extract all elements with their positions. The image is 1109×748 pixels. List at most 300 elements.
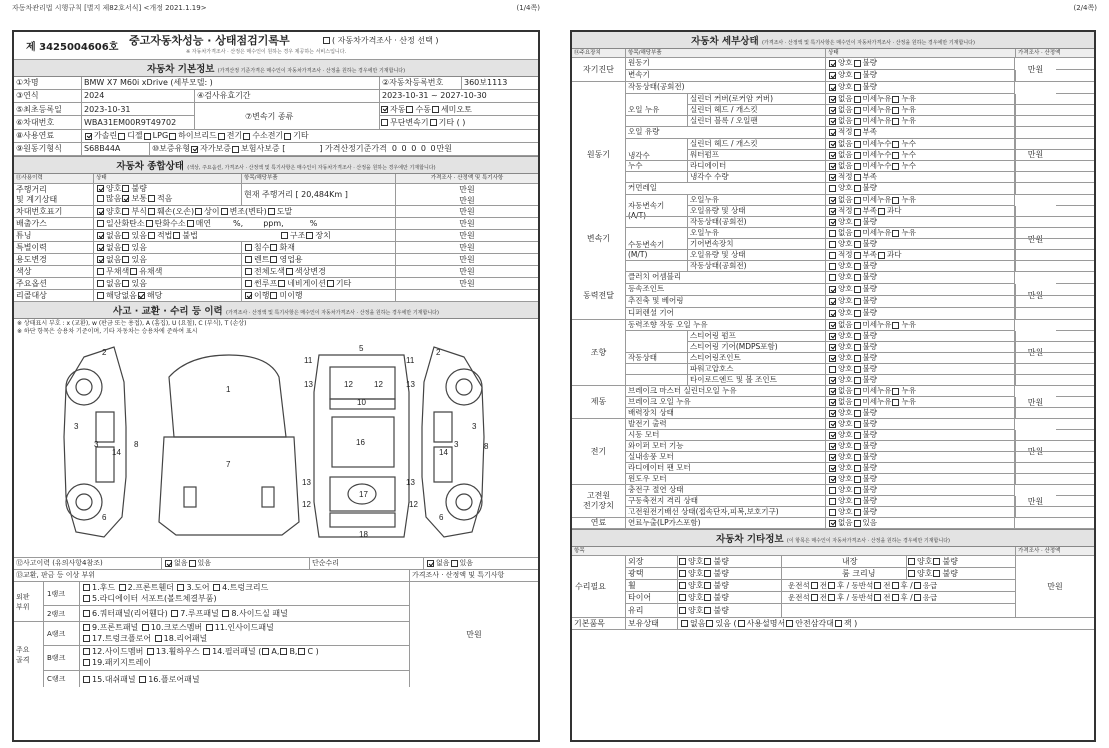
svg-text:5: 5 [359, 344, 364, 353]
svg-text:11: 11 [406, 356, 415, 365]
status-checkbox[interactable] [854, 84, 861, 91]
basic-row-first-reg: ⑤최초등록일 2023-10-31 ⑥차대번호 WBA31EM00R9T49702 ⑦변속기 종류 자동 수동 세미오토 무단변속기 기타 ( ) [14, 103, 538, 130]
status-checkbox[interactable] [854, 72, 861, 79]
svg-text:13: 13 [406, 478, 415, 487]
status-checkbox[interactable] [829, 377, 836, 384]
status-checkbox[interactable] [829, 432, 836, 439]
registration-number: 360보1113 [464, 78, 508, 88]
car-diagram [14, 337, 538, 558]
detail-row [626, 331, 1094, 342]
status-checkbox[interactable] [854, 129, 861, 136]
detail-row [626, 250, 1094, 261]
detail-status: 양호 불량 [826, 419, 1016, 429]
status-checkbox[interactable] [829, 443, 836, 450]
svg-text:14: 14 [112, 448, 121, 457]
inspection-form [12, 30, 540, 742]
detail-item: 오일 유량 [626, 127, 826, 138]
status-checkbox[interactable] [854, 520, 861, 527]
detail-row [626, 296, 1094, 308]
status-checkbox[interactable] [829, 520, 836, 527]
svg-text:2: 2 [102, 348, 107, 357]
detail-price: 만원 [1014, 485, 1056, 518]
detail-item: 클러치 어셈블리 [626, 272, 826, 283]
detail-row [626, 228, 1094, 239]
status-checkbox[interactable] [829, 163, 836, 170]
vehicle-name: BMW X7 M60i xDrive (세부모델: ) [82, 77, 380, 89]
status-checkbox[interactable] [829, 185, 836, 192]
detail-group: 전기 [572, 419, 626, 485]
status-checkbox[interactable] [892, 197, 899, 204]
svg-text:11: 11 [304, 356, 313, 365]
detail-group: 연료 [572, 518, 626, 529]
summary-mileage: 주행거리 및 계기상태 양호 불량 많음 보통 적음 현재 주행거리 [ 20,484Km ] 만원 만원 [14, 184, 538, 206]
status-checkbox[interactable] [854, 230, 861, 237]
status-checkbox[interactable] [829, 310, 836, 317]
status-checkbox[interactable] [854, 208, 861, 215]
model-year: 2024 [82, 90, 195, 102]
detail-item: 실린더 헤드 / 개스킷 [626, 105, 826, 115]
detail-status: 없음 미세누유 누유 [826, 386, 1016, 396]
detail-status: 없음 미세누수 누수 [826, 150, 1016, 160]
summary-color: 색상 무채색 유채색 전체도색 색상변경 만원 [14, 266, 538, 278]
title-note: ※ 자동차가격조사 · 산정은 매수인이 원하는 경우 제공하는 서비스입니다. [186, 49, 347, 55]
status-checkbox[interactable] [829, 274, 836, 281]
detail-item: 스티어링 펌프 [626, 331, 826, 341]
detail-item: 오일누유 [626, 228, 826, 238]
detail-row [626, 364, 1094, 375]
status-checkbox[interactable] [854, 322, 861, 329]
status-checkbox[interactable] [854, 310, 861, 317]
detail-item: 라디에이터 [626, 161, 826, 171]
detail-row [626, 139, 1094, 150]
status-checkbox[interactable] [829, 263, 836, 270]
detail-subgroup: 자동변속기 (A/T) [626, 195, 688, 228]
detail-status: 양호 불량 [826, 58, 1016, 69]
first-registration-date: 2023-10-31 [84, 104, 131, 114]
status-checkbox[interactable] [829, 72, 836, 79]
svg-text:14: 14 [439, 448, 448, 457]
detail-item: 와이퍼 모터 기능 [626, 441, 826, 451]
detail-status: 적정 부족 [826, 127, 1016, 138]
status-checkbox[interactable] [892, 230, 899, 237]
detail-row [626, 105, 1094, 116]
svg-text:3: 3 [454, 440, 459, 449]
fuel-gasoline-checkbox[interactable] [85, 133, 92, 140]
svg-text:10: 10 [357, 398, 366, 407]
detail-status: 없음 미세누유 누유 [826, 320, 1016, 330]
detail-status: 양호 불량 [826, 272, 1016, 283]
certificate-number: 제 3425004606호 [26, 42, 119, 53]
title-option[interactable]: ( 자동차가격조사 · 산정 선택 ) [322, 36, 439, 45]
detail-row [626, 239, 1094, 250]
exchange-table: 외판 부위 주요 골격 1랭크 1.후드 2.프론트휀더 3.도어 4.트렁크리드 5.라디에이터 서포트(볼트체결부품) 2랭크 6.쿼터패널(리어휀다) 7.루프패널 8.사이드실 패널 A랭크 9.프론트패널 10.크로스멤버 11.인사이드패널 17.트렁크플로어 18.리어패널 B랭크 12.사이드멤버 13.휠하우스 14.필러패널 ( A, B, C ) 19.패키지트레이 C랭크 15.대쉬패널 16.플로어패널 만원 [14, 582, 538, 687]
detail-row [626, 206, 1094, 217]
detail-item: 실내송풍 모터 [626, 452, 826, 462]
status-checkbox[interactable] [892, 96, 899, 103]
detail-row [626, 430, 1094, 441]
status-checkbox[interactable] [854, 388, 861, 395]
detail-item: 작동상태(공회전) [626, 261, 826, 271]
status-checkbox[interactable] [829, 366, 836, 373]
detail-status: 적정 부족 [826, 172, 1016, 182]
summary-header-row: ⑪사용이력 상태 항목/해당부품 가격조사 · 산정액 및 특기사항 [14, 174, 538, 184]
detail-status: 양호 불량 [826, 296, 1016, 307]
detail-price: 만원 [1014, 419, 1056, 485]
detail-status: 없음 미세누유 누유 [826, 228, 1016, 238]
detail-row [626, 172, 1094, 183]
detail-item: 커먼레일 [626, 183, 826, 194]
status-checkbox[interactable] [829, 344, 836, 351]
page-number-2: (2/4쪽) [1073, 4, 1097, 12]
detail-item: 오일누유 [626, 195, 826, 205]
detail-row [626, 261, 1094, 272]
summary-heading: 자동차 종합상태 (색상, 주요옵션, 가격조사 · 산정액 및 특기사항은 매수인이 자동차가격조사 · 산정을 원하는 경우에만 기재합니다) [14, 156, 538, 174]
page-header-2 [557, 0, 1109, 14]
status-checkbox[interactable] [854, 298, 861, 305]
detail-item: 기어변속장치 [626, 239, 826, 249]
detail-subgroup: 수동변속기 (M/T) [626, 228, 688, 272]
status-checkbox[interactable] [854, 509, 861, 516]
detail-row [626, 408, 1094, 419]
status-checkbox[interactable] [829, 421, 836, 428]
detail-status: 양호 불량 [826, 375, 1016, 385]
detail-row [626, 353, 1094, 364]
status-checkbox[interactable] [829, 454, 836, 461]
basic-info-heading: 자동차 기본정보 (가격산정 기준가격은 매수인이 자동차가격조사 · 산정을 원하는 경우에만 기재합니다) [14, 60, 538, 77]
detail-group: 동력전달 [572, 272, 626, 320]
svg-text:6: 6 [102, 513, 107, 522]
engine-type: S68B44A [82, 143, 150, 155]
status-checkbox[interactable] [854, 421, 861, 428]
status-checkbox[interactable] [854, 286, 861, 293]
detail-price: 만원 [1014, 82, 1056, 228]
inspection-validity: 2023-10-31 ~ 2027-10-30 [382, 91, 487, 101]
page-header [0, 0, 552, 14]
status-checkbox[interactable] [854, 174, 861, 181]
detail-item: 실린더 헤드 / 개스킷 [626, 139, 826, 149]
detail-item: 스티어링 기어(MDPS포함) [626, 342, 826, 352]
detail-group: 제동 [572, 386, 626, 419]
detail-item: 디퍼렌셜 기어 [626, 308, 826, 319]
status-checkbox[interactable] [854, 96, 861, 103]
status-checkbox[interactable] [829, 118, 836, 125]
detail-status: 양호 불량 [826, 217, 1016, 227]
detail-price [1014, 518, 1056, 529]
page-number: (1/4쪽) [516, 4, 540, 12]
status-checkbox[interactable] [854, 487, 861, 494]
status-checkbox[interactable] [829, 252, 836, 259]
detail-row [626, 161, 1094, 172]
summary-emission: 배출가스 일산화탄소 탄화수소 매연 %, ppm, % 만원 [14, 218, 538, 230]
detail-item: 변속기 [626, 70, 826, 81]
svg-text:12: 12 [374, 380, 383, 389]
detail-row [626, 217, 1094, 228]
status-checkbox[interactable] [892, 322, 899, 329]
status-checkbox[interactable] [854, 141, 861, 148]
detail-row [626, 452, 1094, 463]
status-checkbox[interactable] [854, 333, 861, 340]
summary-tuning: 튜닝 없음 있음 적법 불법 구조 장치 만원 [14, 230, 538, 242]
detail-status: 양호 불량 [826, 485, 1016, 495]
status-checkbox[interactable] [829, 399, 836, 406]
status-checkbox[interactable] [854, 219, 861, 226]
detail-status: 양호 불량 [826, 496, 1016, 506]
detail-item: 냉각수 수량 [626, 172, 826, 182]
detail-status: 적정 부족 과다 [826, 250, 1016, 260]
status-checkbox[interactable] [854, 465, 861, 472]
detail-row [626, 375, 1094, 386]
transmission-options: 자동 수동 세미오토 [380, 103, 538, 116]
svg-text:3: 3 [74, 422, 79, 431]
basic-row-year: ③연식 2024 ④검사유효기간 2023-10-31 ~ 2027-10-30 [14, 90, 538, 103]
status-checkbox[interactable] [854, 152, 861, 159]
svg-text:7: 7 [226, 460, 231, 469]
detail-status: 양호 불량 [826, 331, 1016, 341]
detail-item: 오일유량 및 상태 [626, 206, 826, 216]
status-checkbox[interactable] [829, 322, 836, 329]
status-checkbox[interactable] [878, 252, 885, 259]
detail-status: 없음 미세누유 누유 [826, 195, 1016, 205]
detail-item: 파워고압호스 [626, 364, 826, 374]
status-checkbox[interactable] [878, 208, 885, 215]
detail-status: 양호 불량 [826, 430, 1016, 440]
detail-status: 없음 미세누유 누유 [826, 94, 1016, 104]
status-checkbox[interactable] [854, 399, 861, 406]
status-checkbox[interactable] [854, 252, 861, 259]
detail-item: 작동상태(공회전) [626, 217, 826, 227]
detail-price: 만원 [1014, 320, 1056, 386]
detail-body [572, 58, 1094, 529]
status-checkbox[interactable] [854, 366, 861, 373]
detail-row [626, 441, 1094, 452]
trans-auto-checkbox[interactable] [381, 106, 388, 113]
detail-item: 구동축전지 격리 상태 [626, 496, 826, 506]
etc-basic-items: 기본품목 보유상태 없음 있음 ( 사용설명서 안전삼각대 잭 ) [572, 618, 1094, 630]
current-mileage: 현재 주행거리 [ 20,484Km ] [242, 184, 396, 205]
detail-row [626, 116, 1094, 127]
detail-form [570, 30, 1096, 742]
base-price: 0 0 0 0 0 [391, 144, 437, 154]
svg-text:3: 3 [94, 440, 99, 449]
status-checkbox[interactable] [829, 333, 836, 340]
detail-status: 없음 미세누유 누유 [826, 397, 1016, 407]
status-checkbox[interactable] [829, 286, 836, 293]
detail-row [626, 342, 1094, 353]
detail-status: 없음 미세누수 누수 [826, 161, 1016, 171]
status-checkbox[interactable] [829, 487, 836, 494]
svg-text:8: 8 [484, 442, 489, 451]
detail-status: 양호 불량 [826, 364, 1016, 374]
detail-item: 실린더 블록 / 오일팬 [626, 116, 826, 126]
status-checkbox[interactable] [829, 129, 836, 136]
svg-text:2: 2 [436, 348, 441, 357]
detail-group: 자기진단 [572, 58, 626, 82]
accident-legend: ※ 상태표시 부호 : x (교환), w (판금 또는 용접), A (흠집), U (요철), C (부식), T (손상) ※ 하단 항목은 승용차 기준이며, 기타 자동차는 승용차에 준하여 표시 [17, 320, 247, 335]
summary-recall: 리콜대상 해당없음 해당 이행 미이행 [14, 290, 538, 302]
status-checkbox[interactable] [829, 476, 836, 483]
detail-row [626, 496, 1094, 507]
status-checkbox[interactable] [854, 118, 861, 125]
summary-options: 주요옵션 없음 있음 썬루프 네비게이션 기타 만원 [14, 278, 538, 290]
status-checkbox[interactable] [829, 298, 836, 305]
detail-group: 고전원 전기장치 [572, 485, 626, 518]
status-checkbox[interactable] [892, 118, 899, 125]
status-checkbox[interactable] [829, 152, 836, 159]
status-checkbox[interactable] [829, 107, 836, 114]
basic-row-engine: ⑨원동기형식 S68B44A ⑩보증유형 자가보증 보험사보증 [ ] 가격산정기준가격 0 0 0 0 0 만원 [14, 143, 538, 156]
detail-item: 윈도우 모터 [626, 474, 826, 484]
detail-price: 만원 [1014, 58, 1056, 82]
detail-item: 스티어링조인트 [626, 353, 826, 363]
accident-history-row: ⑫사고이력 (유의사항4참조) 없음 있음 단순수리 없음 있음 [14, 558, 538, 570]
detail-item: 추진축 및 베어링 [626, 296, 826, 307]
detail-item: 오일유량 및 상태 [626, 250, 826, 260]
svg-text:6: 6 [439, 513, 444, 522]
form-reference: 자동차관리법 시행규칙 [별지 제82호서식] <개정 2021.1.19> [12, 4, 207, 12]
detail-status: 없음 미세누유 누유 [826, 105, 1016, 115]
status-checkbox[interactable] [854, 443, 861, 450]
detail-price: 만원 [1014, 272, 1056, 320]
self-warranty-checkbox[interactable] [191, 146, 198, 153]
status-checkbox[interactable] [854, 263, 861, 270]
status-checkbox[interactable] [892, 152, 899, 159]
detail-row [626, 94, 1094, 105]
status-checkbox[interactable] [892, 163, 899, 170]
status-checkbox[interactable] [829, 355, 836, 362]
detail-item: 충전구 절연 상태 [626, 485, 826, 495]
status-checkbox[interactable] [829, 96, 836, 103]
detail-status: 양호 불량 [826, 408, 1016, 418]
detail-heading: 자동차 세부상태 (가격조사 · 산정액 및 특기사항은 매수인이 자동차가격조사 · 산정을 원하는 경우에만 기재합니다) [572, 32, 1094, 49]
svg-text:3: 3 [472, 422, 477, 431]
detail-status: 없음 미세누유 누유 [826, 116, 1016, 126]
status-checkbox[interactable] [854, 410, 861, 417]
detail-item: 연료누출(LP가스포함) [626, 518, 826, 528]
detail-status: 양호 불량 [826, 441, 1016, 451]
status-checkbox[interactable] [829, 208, 836, 215]
detail-item: 고전원전기배선 상태(접속단자,피복,보호기구) [626, 507, 826, 517]
status-checkbox[interactable] [829, 174, 836, 181]
detail-status: 양호 불량 [826, 474, 1016, 484]
status-checkbox[interactable] [854, 197, 861, 204]
detail-item: 등속조인트 [626, 284, 826, 295]
detail-status: 적정 부족 과다 [826, 206, 1016, 216]
detail-status: 양호 불량 [826, 70, 1016, 81]
status-checkbox[interactable] [829, 84, 836, 91]
status-checkbox[interactable] [829, 410, 836, 417]
svg-text:12: 12 [344, 380, 353, 389]
detail-row [626, 463, 1094, 474]
status-checkbox[interactable] [854, 241, 861, 248]
detail-status: 양호 불량 [826, 239, 1016, 249]
detail-item: 시동 모터 [626, 430, 826, 440]
vin: WBA31EM00R9T49702 [84, 118, 177, 127]
svg-text:8: 8 [134, 440, 139, 449]
detail-item: 동력조향 작동 오일 누유 [626, 320, 826, 330]
page-1 [0, 0, 552, 748]
basic-row-name: ①차명 BMW X7 M60i xDrive (세부모델: ) ②자동차등록번호 360보1113 [14, 77, 538, 90]
status-checkbox[interactable] [829, 509, 836, 516]
status-checkbox[interactable] [892, 388, 899, 395]
status-checkbox[interactable] [854, 432, 861, 439]
status-checkbox[interactable] [829, 465, 836, 472]
detail-row [626, 474, 1094, 485]
svg-text:18: 18 [359, 530, 368, 539]
car-diagram-svg [14, 337, 540, 555]
basic-row-fuel: ⑧사용연료 가솔린 디젤 LPG 하이브리드 전기 수소전기 기타 [14, 130, 538, 143]
detail-group: 변속기 [572, 195, 626, 284]
detail-item: 워터펌프 [626, 150, 826, 160]
accident-heading: 사고 · 교환 · 수리 등 이력 (가격조사 · 산정액 및 특기사항은 매수인이 자동차가격조사 · 산정을 원하는 경우에만 기재합니다) [14, 302, 538, 319]
detail-status: 없음 있음 [826, 518, 1016, 528]
detail-item: 실린더 커버(로커암 커버) [626, 94, 826, 104]
status-checkbox[interactable] [892, 141, 899, 148]
detail-status: 양호 불량 [826, 452, 1016, 462]
detail-item: 브레이크 마스터 실린더오일 누유 [626, 386, 826, 396]
status-checkbox[interactable] [829, 141, 836, 148]
detail-status: 양호 불량 [826, 82, 1016, 93]
status-checkbox[interactable] [854, 185, 861, 192]
status-checkbox[interactable] [829, 219, 836, 226]
status-checkbox[interactable] [854, 377, 861, 384]
page-2 [557, 0, 1109, 748]
summary-vin-mark: 차대번호표기 양호 부식 훼손(오손) 상이 변조(변타) 도말 만원 [14, 206, 538, 218]
car-front-icon [159, 355, 299, 535]
status-checkbox[interactable] [854, 454, 861, 461]
svg-text:1: 1 [226, 385, 231, 394]
status-checkbox[interactable] [854, 274, 861, 281]
status-checkbox[interactable] [829, 60, 836, 67]
detail-group: 원동기 [572, 82, 626, 228]
status-checkbox[interactable] [854, 163, 861, 170]
detail-status: 양호 불량 [826, 342, 1016, 352]
detail-row [626, 70, 1094, 82]
fuel-options: 가솔린 디젤 LPG 하이브리드 전기 수소전기 기타 [82, 130, 538, 142]
detail-status: 양호 불량 [826, 507, 1016, 517]
detail-status: 양호 불량 [826, 284, 1016, 295]
status-checkbox[interactable] [854, 107, 861, 114]
status-checkbox[interactable] [829, 197, 836, 204]
detail-status: 양호 불량 [826, 463, 1016, 473]
status-checkbox[interactable] [854, 355, 861, 362]
detail-status: 없음 미세누수 누수 [826, 139, 1016, 149]
status-checkbox[interactable] [854, 344, 861, 351]
car-right-side-icon [422, 347, 484, 537]
detail-row [626, 308, 1094, 320]
detail-row [626, 507, 1094, 518]
detail-item: 라디에이터 팬 모터 [626, 463, 826, 473]
status-checkbox[interactable] [829, 498, 836, 505]
detail-price: 만원 [1014, 386, 1056, 419]
detail-row [626, 397, 1094, 408]
detail-subgroup: 냉각수 누수 [626, 139, 688, 183]
status-checkbox[interactable] [854, 498, 861, 505]
detail-row [626, 284, 1094, 296]
detail-row [626, 183, 1094, 195]
status-checkbox[interactable] [829, 388, 836, 395]
status-checkbox[interactable] [854, 60, 861, 67]
status-checkbox[interactable] [829, 230, 836, 237]
svg-text:13: 13 [304, 380, 313, 389]
status-checkbox[interactable] [854, 476, 861, 483]
status-checkbox[interactable] [829, 241, 836, 248]
etc-heading: 자동차 기타정보 (이 항목은 매수인이 자동차가격조사 · 산정을 원하는 경우에만 기재합니다) [572, 529, 1094, 547]
status-checkbox[interactable] [892, 107, 899, 114]
status-checkbox[interactable] [892, 399, 899, 406]
detail-row [626, 127, 1094, 139]
detail-item: 타이로드엔드 및 볼 조인트 [626, 375, 826, 385]
detail-item: 작동상태(공회전) [626, 82, 826, 93]
